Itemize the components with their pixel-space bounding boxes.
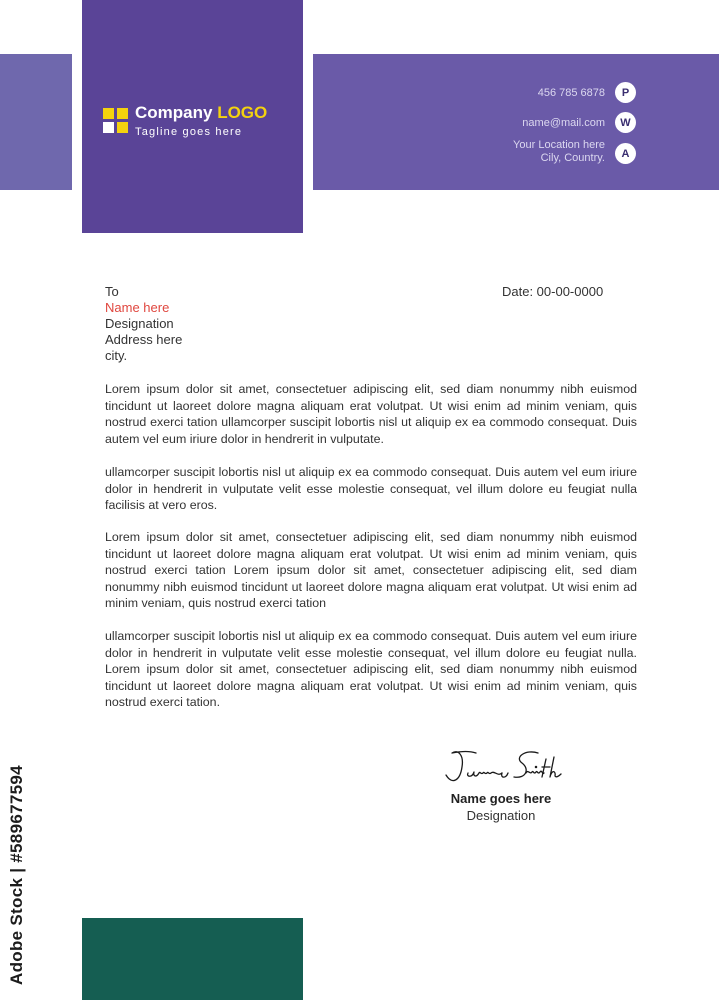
contact-phone: 456 785 6878 [537, 87, 605, 99]
tagline: Tagline goes here [135, 126, 243, 138]
email-badge-icon: W [615, 112, 636, 133]
logo-word: LOGO [217, 103, 268, 122]
recipient-name: Name here [105, 300, 170, 315]
body-paragraph-4: ullamcorper suscipit lobortis nisl ut aliquip ex ea commodo consequat. Duis autem vel eum iriure dolor in hendrerit in vulputate velit esse molestie consequat, vel illum dolore eu feugiat nulla. Lorem ipsum dolor sit amet, consectetuer adipiscing elit, sed diam nonummy nibh euismod tincidunt ut laoreet dolore magna aliquam erat volutpat. Ut wisi enim ad minim veniam, quis nostrud exerci tation. [105, 629, 637, 710]
address-badge-icon: A [615, 143, 636, 164]
stock-id-watermark: Adobe Stock | #589677594 [7, 765, 26, 985]
body-paragraph-1: Lorem ipsum dolor sit amet, consectetuer adipiscing elit, sed diam nonummy nibh euismod tincidunt ut laoreet dolore magna aliquam erat volutpat. Ut wisi enim ad minim veniam, quis nostrud exerci tation ullamcorper suscipit lobortis nisl ut aliquip ex ea commodo consequat. Duis autem vel eum iriure dolor in hendrerit in vulputate. [105, 382, 637, 446]
header-left-strip [0, 54, 72, 190]
phone-badge-icon: P [615, 82, 636, 103]
recipient-address: Address here [105, 332, 183, 347]
body-paragraph-2: ullamcorper suscipit lobortis nisl ut aliquip ex ea commodo consequat. Duis autem vel eum iriure dolor in hendrerit in vulputate velit esse molestie consequat, vel illum dolore eu feugiat nulla facilisis at vero eros. [105, 465, 637, 513]
footer-block [82, 918, 303, 1000]
recipient-designation: Designation [105, 316, 174, 331]
recipient-city: city. [105, 348, 128, 363]
sender-designation: Designation [466, 808, 536, 823]
logo-mark-icon [103, 108, 129, 134]
contact-band [313, 54, 719, 190]
signature-image [438, 745, 563, 795]
sender-name: Name goes here [450, 791, 552, 806]
body-paragraph-3: Lorem ipsum dolor sit amet, consectetuer adipiscing elit, sed diam nonummy nibh euismod tincidunt ut laoreet dolore magna aliquam erat volutpat. Ut wisi enim ad minim veniam, quis nostrud exerci tation Lorem ipsum dolor sit amet, consectetuer adipiscing elit, sed diam nonummy nibh euismod tincidunt ut laoreet dolore magna aliquam erat volutpat. Ut wisi enim ad minim veniam, quis nostrud exerci tation [105, 530, 637, 611]
company-word: Company [135, 103, 213, 122]
company-name [135, 103, 267, 123]
contact-address-line1: Your Location here [513, 139, 605, 151]
to-label: To [105, 284, 119, 299]
contact-address-line2: Cily, Country. [540, 152, 605, 164]
contact-email: name@mail.com [522, 117, 605, 129]
letter-date: Date: 00-00-0000 [502, 284, 604, 299]
